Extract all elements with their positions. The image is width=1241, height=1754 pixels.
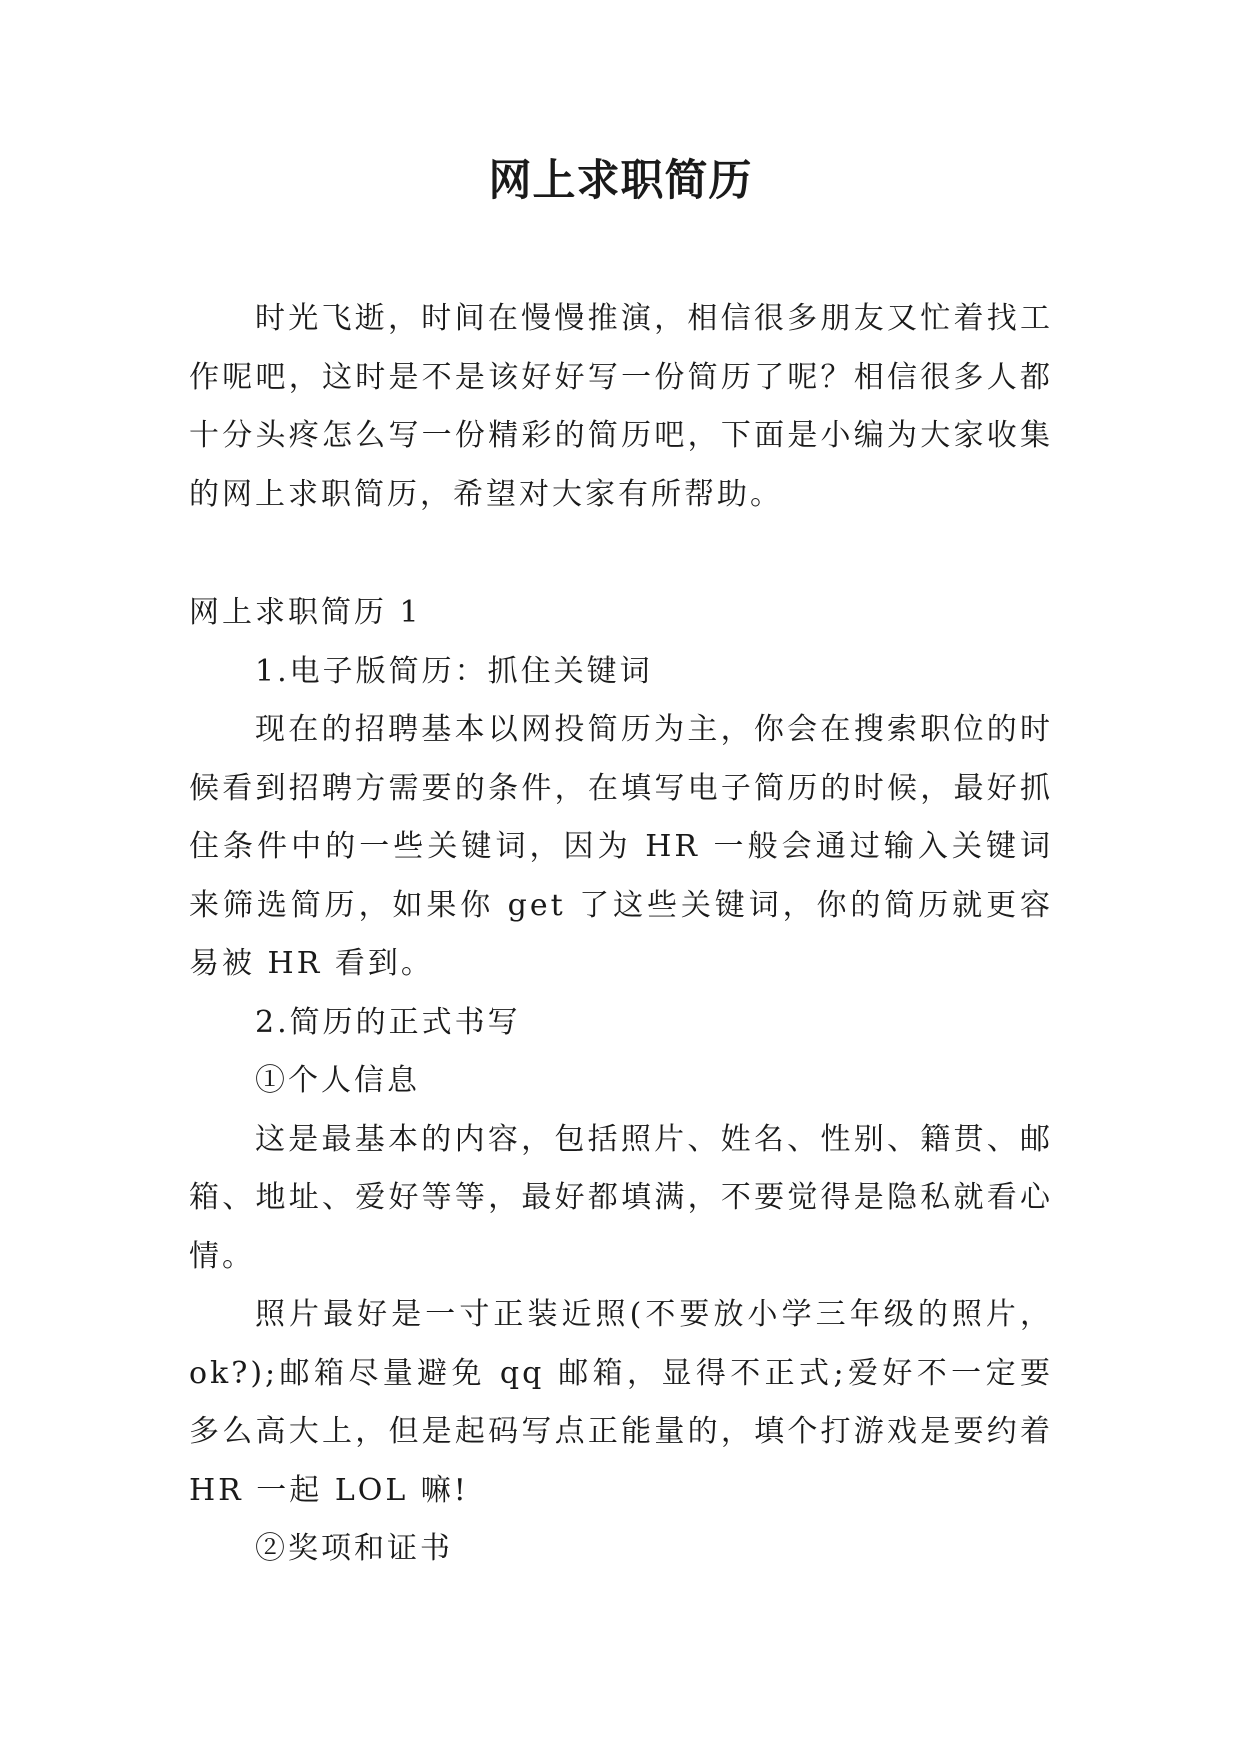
- paragraph-personal-info: 这是最基本的内容，包括照片、姓名、性别、籍贯、邮箱、地址、爱好等等，最好都填满，不要觉得是隐私就看心情。: [189, 1121, 1053, 1274]
- paragraph-photo-email: 照片最好是一寸正装近照(不要放小学三年级的照片，ok?);邮箱尽量避免 qq 邮箱，显得不正式;爱好不一定要多么高大上，但是起码写点正能量的，填个打游戏是要约着 HR 一起 LOL 嘛!: [189, 1297, 1053, 1508]
- document-title: 网上求职简历: [488, 156, 753, 206]
- paragraph-keywords: 现在的招聘基本以网投简历为主，你会在搜索职位的时候看到招聘方需要的条件，在填写电子简历的时候，最好抓住条件中的一些关键词，因为 HR 一般会通过输入关键词来筛选简历，如果你 get 了这些关键词，你的简历就更容易被 HR 看到。: [189, 712, 1053, 981]
- section-heading: 网上求职简历 1: [189, 595, 422, 630]
- intro-paragraph: 时光飞逝，时间在慢慢推演，相信很多朋友又忙着找工作呢吧，这时是不是该好好写一份简历了呢？相信很多人都十分头疼怎么写一份精彩的简历吧，下面是小编为大家收集的网上求职简历，希望对大家有所帮助。: [189, 301, 1053, 512]
- subheading-formal-writing: 2.简历的正式书写: [255, 1004, 521, 1040]
- subheading-personal-info: ①个人信息: [255, 1063, 420, 1098]
- document-body: [189, 290, 1053, 1579]
- subheading-electronic-resume: 1.电子版简历：抓住关键词: [255, 653, 653, 689]
- subheading-awards-certificates: ②奖项和证书: [255, 1531, 453, 1566]
